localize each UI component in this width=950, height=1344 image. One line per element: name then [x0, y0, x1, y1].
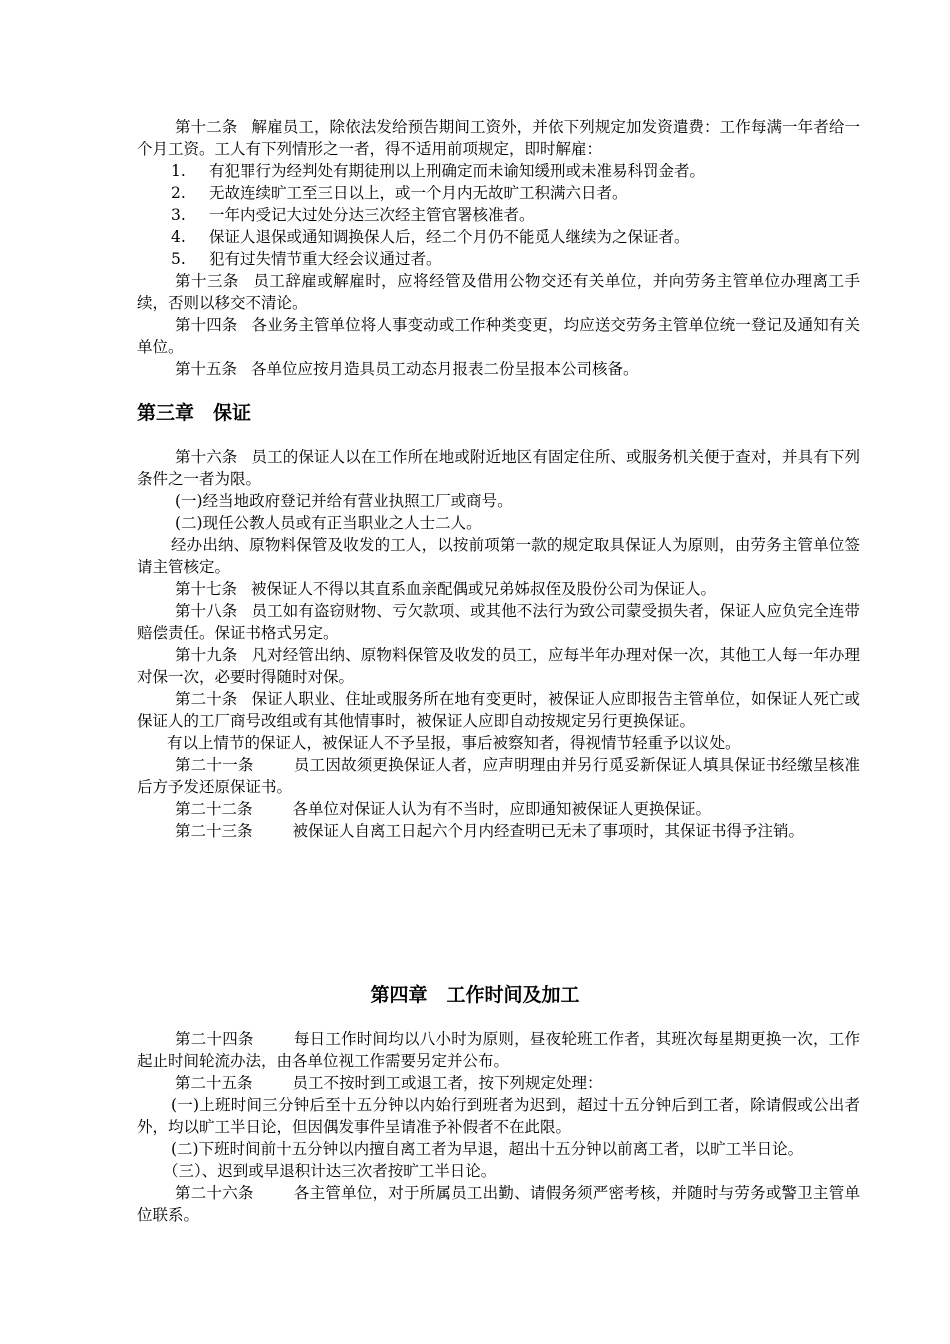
rule-2: (二)下班时间前十五分钟以内擅自离工者为早退，超出十五分钟以前离工者，以旷工半日论。	[171, 1140, 804, 1158]
article-15	[137, 358, 860, 380]
article-17	[137, 578, 860, 600]
article-text: 员工因故须更换保证人者，应声明理由并另行觅妥新保证人填具保证书经缴呈核准后方予发还原保证书。	[137, 756, 860, 796]
article-label: 第十八条	[175, 602, 238, 620]
article-22	[137, 798, 860, 820]
article-text: 各单位对保证人认为有不当时，应即通知被保证人更换保证。	[292, 800, 712, 818]
item-text: 无故连续旷工至三日以上，或一个月内无故旷工积满六日者。	[209, 184, 628, 202]
article-text: 被保证人自离工日起六个月内经查明已无未了事项时，其保证书得予注销。	[292, 822, 805, 840]
article-label: 第十九条	[175, 646, 238, 664]
list-item	[137, 182, 860, 204]
paragraph-cashier: 经办出纳、原物料保管及收发的工人，以按前项第一款的规定取具保证人为原则，由劳务主管单位签请主管核定。	[137, 536, 860, 576]
article-text: 各单位应按月造具员工动态月报表二份呈报本公司核备。	[251, 360, 639, 378]
article-label: 第二十一条	[175, 756, 254, 774]
article-13	[137, 270, 860, 314]
article-16	[137, 446, 860, 490]
item-number: 4.	[171, 228, 186, 246]
article-text: 各业务主管单位将人事变动或工作种类变更，均应送交劳务主管单位统一登记及通知有关单位。	[137, 316, 860, 356]
article-text: 凡对经管出纳、原物料保管及收发的员工，应每半年办理对保一次，其他工人每一年办理对保一次，必要时得随时对保。	[137, 646, 860, 686]
article-label: 第十四条	[175, 316, 238, 334]
list-item	[137, 204, 860, 226]
article-21	[137, 754, 860, 798]
article-19	[137, 644, 860, 688]
article-label: 第十五条	[175, 360, 238, 378]
article-label: 第十六条	[175, 448, 238, 466]
list-item	[137, 226, 860, 248]
article-label: 第十七条	[175, 580, 238, 598]
article-text: 员工的保证人以在工作所在地或附近地区有固定住所、或服务机关便于查对，并具有下列条件之一者为限。	[137, 448, 860, 488]
article-label: 第二十条	[175, 690, 238, 708]
item-text: 一年内受记大过处分达三次经主管官署核准者。	[209, 206, 535, 224]
article-text: 员工不按时到工或退工者，按下列规定处理：	[292, 1074, 603, 1092]
article-label: 第二十四条	[175, 1030, 254, 1048]
article-label: 第二十六条	[175, 1184, 254, 1202]
article-25	[137, 1072, 860, 1094]
article-text: 解雇员工，除依法发给预告期间工资外，并依下列规定加发资遣费：工作每满一年者给一个月工资。工人有下列情形之一者，得不适用前项规定，即时解雇：	[137, 118, 860, 158]
article-26	[137, 1182, 860, 1226]
condition-1: (一)经当地政府登记并给有营业执照工厂或商号。	[175, 492, 513, 510]
chapter-4-title: 第四章 工作时间及加工	[370, 984, 580, 1006]
article-label: 第二十五条	[175, 1074, 253, 1092]
article-14	[137, 314, 860, 358]
section-guarantee	[137, 446, 860, 842]
section-working-hours	[137, 1028, 860, 1226]
article-text: 保证人职业、住址或服务所在地有变更时，被保证人应即报告主管单位，如保证人死亡或保证人的工厂商号改组或有其他情事时，被保证人应即自动按规定另行更换保证。	[137, 690, 860, 730]
item-text: 保证人退保或通知调换保人后，经二个月仍不能觅人继续为之保证者。	[209, 228, 690, 246]
article-label: 第二十二条	[175, 800, 253, 818]
article-text: 每日工作时间均以八小时为原则，昼夜轮班工作者，其班次每星期更换一次，工作起止时间轮流办法，由各单位视工作需要另定并公布。	[137, 1030, 860, 1070]
item-number: 1.	[171, 162, 186, 180]
item-number: 2.	[171, 184, 186, 202]
article-text: 各主管单位，对于所属员工出勤、请假务须严密考核，并随时与劳务或警卫主管单位联系。	[137, 1184, 860, 1224]
article-text: 员工如有盗窃财物、亏欠款项、或其他不法行为致公司蒙受损失者，保证人应负完全连带赔偿责任。保证书格式另定。	[137, 602, 860, 642]
article-23	[137, 820, 860, 842]
list-item	[137, 160, 860, 182]
article-24	[137, 1028, 860, 1072]
item-number: 5.	[171, 250, 186, 268]
list-item	[137, 248, 860, 270]
article-label: 第十二条	[175, 118, 238, 136]
condition-2: (二)现任公教人员或有正当职业之人士二人。	[175, 514, 482, 532]
article-label: 第二十三条	[175, 822, 253, 840]
article-label: 第十三条	[175, 272, 239, 290]
section-dismissal	[137, 116, 860, 380]
article-18	[137, 600, 860, 644]
chapter-3-title: 第三章 保证	[137, 402, 252, 424]
item-number: 3.	[171, 206, 186, 224]
paragraph-above: 有以上情节的保证人，被保证人不予呈报，事后被察知者，得视情节轻重予以议处。	[167, 734, 741, 752]
article-20	[137, 688, 860, 732]
item-text: 犯有过失情节重大经会议通过者。	[209, 250, 442, 268]
rule-3: （三）、迟到或早退积计达三次者按旷工半日论。	[163, 1162, 497, 1180]
item-text: 有犯罪行为经判处有期徒刑以上刑确定而未谕知缓刑或未准易科罚金者。	[209, 162, 706, 180]
article-12	[137, 116, 860, 160]
article-text: 员工辞雇或解雇时，应将经管及借用公物交还有关单位，并向劳务主管单位办理离工手续，否则以移交不清论。	[137, 272, 860, 312]
rule-1: (一)上班时间三分钟后至十五分钟以内始行到班者为迟到，超过十五分钟后到工者，除请假或公出者外，均以旷工半日论，但因偶发事件呈请准予补假者不在此限。	[137, 1096, 860, 1136]
article-text: 被保证人不得以其直系血亲配偶或兄弟姊叔侄及股份公司为保证人。	[251, 580, 717, 598]
